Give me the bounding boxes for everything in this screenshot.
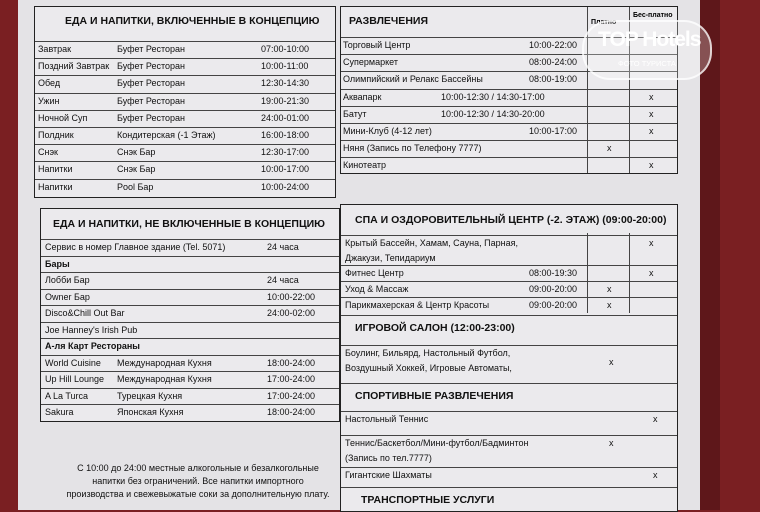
free-mark: x bbox=[649, 126, 654, 136]
spa-service: Уход & Массаж bbox=[345, 284, 409, 294]
table-row bbox=[41, 388, 339, 405]
watermark-caption: ФОТО ТУРИСТА bbox=[618, 59, 676, 68]
free-mark: x bbox=[649, 160, 654, 171]
background-shadow bbox=[700, 0, 720, 510]
activity-name: Супермаркет bbox=[343, 57, 398, 68]
spa-hours: 08:00-19:30 bbox=[529, 268, 578, 278]
free-mark: x bbox=[653, 470, 658, 480]
tophotels-watermark bbox=[582, 20, 712, 80]
venue-hours: 17:00-24:00 bbox=[267, 374, 316, 384]
game-title: ИГРОВОЙ САЛОН (12:00-23:00) bbox=[355, 322, 515, 334]
venue-name: А-ля Карт Рестораны bbox=[45, 341, 140, 351]
table-row bbox=[35, 179, 335, 197]
table-row bbox=[341, 411, 677, 428]
meal-name: Полдник bbox=[38, 130, 74, 140]
game-item: Воздушный Хоккей, Игровые Автоматы, bbox=[345, 363, 512, 373]
transport-header-row bbox=[341, 487, 677, 512]
table-row bbox=[41, 355, 339, 372]
venue-name: Sakura bbox=[45, 407, 74, 417]
venue-name: Бары bbox=[45, 258, 70, 269]
meal-time: 16:00-18:00 bbox=[261, 130, 310, 140]
table-row bbox=[41, 256, 339, 273]
meal-time: 12:30-17:00 bbox=[261, 147, 310, 158]
venue-hours: 24 часа bbox=[267, 242, 299, 252]
venue-cuisine: Международная Кухня bbox=[117, 374, 212, 384]
spa-title: СПА И ОЗДОРОВИТЕЛЬНЫЙ ЦЕНТР (-2. ЭТАЖ) (09:00-20:00) bbox=[355, 214, 667, 226]
table-row bbox=[341, 265, 677, 282]
entertainment-title: РАЗВЛЕЧЕНИЯ bbox=[349, 15, 428, 27]
paid-column-header: Платно bbox=[591, 19, 617, 26]
spa-service: Крытый Бассейн, Хамам, Сауна, Парная, bbox=[345, 238, 518, 248]
free-mark: x bbox=[653, 414, 658, 424]
sport-item: Настольный Теннис bbox=[345, 414, 429, 424]
activity-name: Аквапарк bbox=[343, 91, 382, 102]
meal-location: Буфет Ресторан bbox=[117, 95, 185, 106]
meal-time: 10:00-24:00 bbox=[261, 181, 310, 192]
table-row bbox=[41, 338, 339, 355]
table-row bbox=[41, 239, 339, 256]
extra-food-table bbox=[40, 208, 340, 422]
sport-header-row bbox=[341, 383, 677, 408]
free-mark: x bbox=[649, 238, 654, 248]
meal-name: Поздний Завтрак bbox=[38, 61, 110, 72]
table-row bbox=[41, 289, 339, 306]
meal-location: Буфет Ресторан bbox=[117, 44, 185, 54]
paid-mark: x bbox=[607, 284, 612, 294]
spa-service: Парикмахерская & Центр Красоты bbox=[345, 300, 490, 310]
meal-name: Завтрак bbox=[38, 44, 72, 54]
sport-item: Теннис/Баскетбол/Мини-футбол/Бадминтон bbox=[345, 438, 529, 448]
venue-name: Сервис в номер Главное здание (Tel. 5071) bbox=[45, 242, 226, 252]
venue-hours: 18:00-24:00 bbox=[267, 407, 316, 417]
activity-name: Мини-Клуб (4-12 лет) bbox=[343, 126, 432, 136]
table-row bbox=[41, 371, 339, 388]
meal-name: Напитки bbox=[38, 181, 73, 192]
table-row bbox=[341, 297, 677, 314]
activity-name: Батут bbox=[343, 108, 367, 119]
included-food-table bbox=[34, 6, 336, 198]
table-row bbox=[341, 157, 677, 175]
meal-name: Ночной Суп bbox=[38, 112, 88, 123]
meal-name: Напитки bbox=[38, 164, 73, 175]
venue-hours: 24 часа bbox=[267, 275, 299, 285]
activity-time: 10:00-12:30 / 14:30-20:00 bbox=[441, 108, 545, 119]
meal-location: Буфет Ресторан bbox=[117, 61, 185, 72]
spa-service: Джакузи, Тепидариум bbox=[345, 253, 436, 263]
meal-name: Ужин bbox=[38, 95, 60, 106]
venue-cuisine: Японская Кухня bbox=[117, 407, 184, 417]
venue-hours: 18:00-24:00 bbox=[267, 357, 316, 368]
venue-name: A La Turca bbox=[45, 390, 89, 401]
table-row bbox=[35, 161, 335, 179]
meal-time: 10:00-11:00 bbox=[261, 61, 309, 72]
table-row bbox=[41, 322, 339, 339]
activity-time: 10:00-22:00 bbox=[529, 40, 578, 50]
game-header-row bbox=[341, 315, 677, 340]
table-row bbox=[341, 235, 677, 252]
table-row bbox=[341, 361, 677, 377]
table-row bbox=[341, 123, 677, 141]
venue-name: Up Hill Lounge bbox=[45, 374, 105, 384]
table-row bbox=[341, 281, 677, 298]
table-row bbox=[35, 93, 335, 111]
venue-name: World Cuisine bbox=[45, 357, 101, 368]
game-item: Боулинг, Бильярд, Настольный Футбол, bbox=[345, 348, 511, 358]
meal-location: Буфет Ресторан bbox=[117, 112, 185, 123]
paid-mark: x bbox=[609, 357, 614, 367]
table-row bbox=[35, 110, 335, 128]
sport-item: Гигантские Шахматы bbox=[345, 470, 432, 480]
meal-location: Снэк Бар bbox=[117, 147, 156, 158]
spa-service: Фитнес Центр bbox=[345, 268, 404, 278]
meal-name: Снэк bbox=[38, 147, 58, 158]
activity-name: Кинотеатр bbox=[343, 160, 387, 171]
meal-name: Обед bbox=[38, 78, 61, 89]
venue-name: Owner Бар bbox=[45, 291, 90, 302]
table-row bbox=[35, 127, 335, 145]
sport-item: (Запись по тел.7777) bbox=[345, 453, 432, 463]
venue-name: Лобби Бар bbox=[45, 275, 90, 285]
meal-location: Pool Бар bbox=[117, 181, 154, 192]
venue-name: Joe Hanney's Irish Pub bbox=[45, 324, 138, 335]
table-row bbox=[35, 75, 335, 93]
paid-mark: x bbox=[607, 143, 612, 154]
paid-mark: x bbox=[609, 438, 614, 448]
venue-hours: 10:00-22:00 bbox=[267, 291, 316, 302]
free-column-header: Бес-платно bbox=[633, 12, 673, 19]
activity-time: 08:00-24:00 bbox=[529, 57, 578, 68]
transport-title: ТРАНСПОРТНЫЕ УСЛУГИ bbox=[361, 494, 495, 506]
venue-hours: 17:00-24:00 bbox=[267, 390, 316, 401]
meal-location: Снэк Бар bbox=[117, 164, 156, 175]
watermark-logo: TOP Hotels bbox=[598, 28, 701, 51]
meal-time: 12:30-14:30 bbox=[261, 78, 310, 89]
included-food-title: ЕДА И НАПИТКИ, ВКЛЮЧЕННЫЕ В КОНЦЕПЦИЮ bbox=[65, 15, 320, 27]
venue-cuisine: Международная Кухня bbox=[117, 357, 212, 368]
table-row bbox=[35, 144, 335, 162]
meal-location: Буфет Ресторан bbox=[117, 78, 185, 89]
table-row bbox=[341, 89, 677, 107]
spa-hours: 09:00-20:00 bbox=[529, 284, 578, 294]
free-mark: x bbox=[649, 108, 654, 119]
venue-name: Disco&Chill Out Bar bbox=[45, 308, 125, 318]
table-row bbox=[35, 41, 335, 59]
table-row bbox=[41, 404, 339, 421]
sport-title: СПОРТИВНЫЕ РАЗВЛЕЧЕНИЯ bbox=[355, 390, 514, 402]
activity-time: 10:00-12:30 / 14:30-17:00 bbox=[441, 91, 545, 102]
meal-time: 19:00-21:30 bbox=[261, 95, 310, 106]
venue-hours: 24:00-02:00 bbox=[267, 308, 316, 318]
table-row bbox=[41, 305, 339, 322]
spa-hours: 09:00-20:00 bbox=[529, 300, 578, 310]
paid-mark: x bbox=[607, 300, 612, 310]
table-row bbox=[341, 451, 677, 467]
activity-name: Олимпийский и Релакс Бассейны bbox=[343, 74, 483, 85]
activity-name: Няня (Запись по Телефону 7777) bbox=[343, 143, 482, 154]
activity-time: 10:00-17:00 bbox=[529, 126, 578, 136]
meal-location: Кондитерская (-1 Этаж) bbox=[117, 130, 216, 140]
venue-cuisine: Турецкая Кухня bbox=[117, 390, 183, 401]
table-row bbox=[341, 106, 677, 124]
table-row bbox=[41, 272, 339, 289]
activity-time: 08:00-19:00 bbox=[529, 74, 578, 85]
meal-time: 07:00-10:00 bbox=[261, 44, 310, 54]
alcohol-note: С 10:00 до 24:00 местные алкогольные и безалкогольные напитки без ограничений. Все напитки импортного производства и свежевыжатые соки за дополнительную плату. bbox=[66, 463, 330, 499]
meal-time: 24:00-01:00 bbox=[261, 112, 310, 123]
free-mark: x bbox=[649, 91, 654, 102]
meal-time: 10:00-17:00 bbox=[261, 164, 310, 175]
extra-food-title: ЕДА И НАПИТКИ, НЕ ВКЛЮЧЕННЫЕ В КОНЦЕПЦИЮ bbox=[53, 218, 325, 230]
table-row bbox=[35, 58, 335, 76]
spa-sport-table bbox=[340, 204, 678, 512]
activity-name: Торговый Центр bbox=[343, 40, 411, 50]
table-row bbox=[341, 435, 677, 452]
table-row bbox=[341, 467, 677, 484]
table-row bbox=[341, 140, 677, 158]
table-row bbox=[341, 345, 677, 362]
free-mark: x bbox=[649, 268, 654, 278]
